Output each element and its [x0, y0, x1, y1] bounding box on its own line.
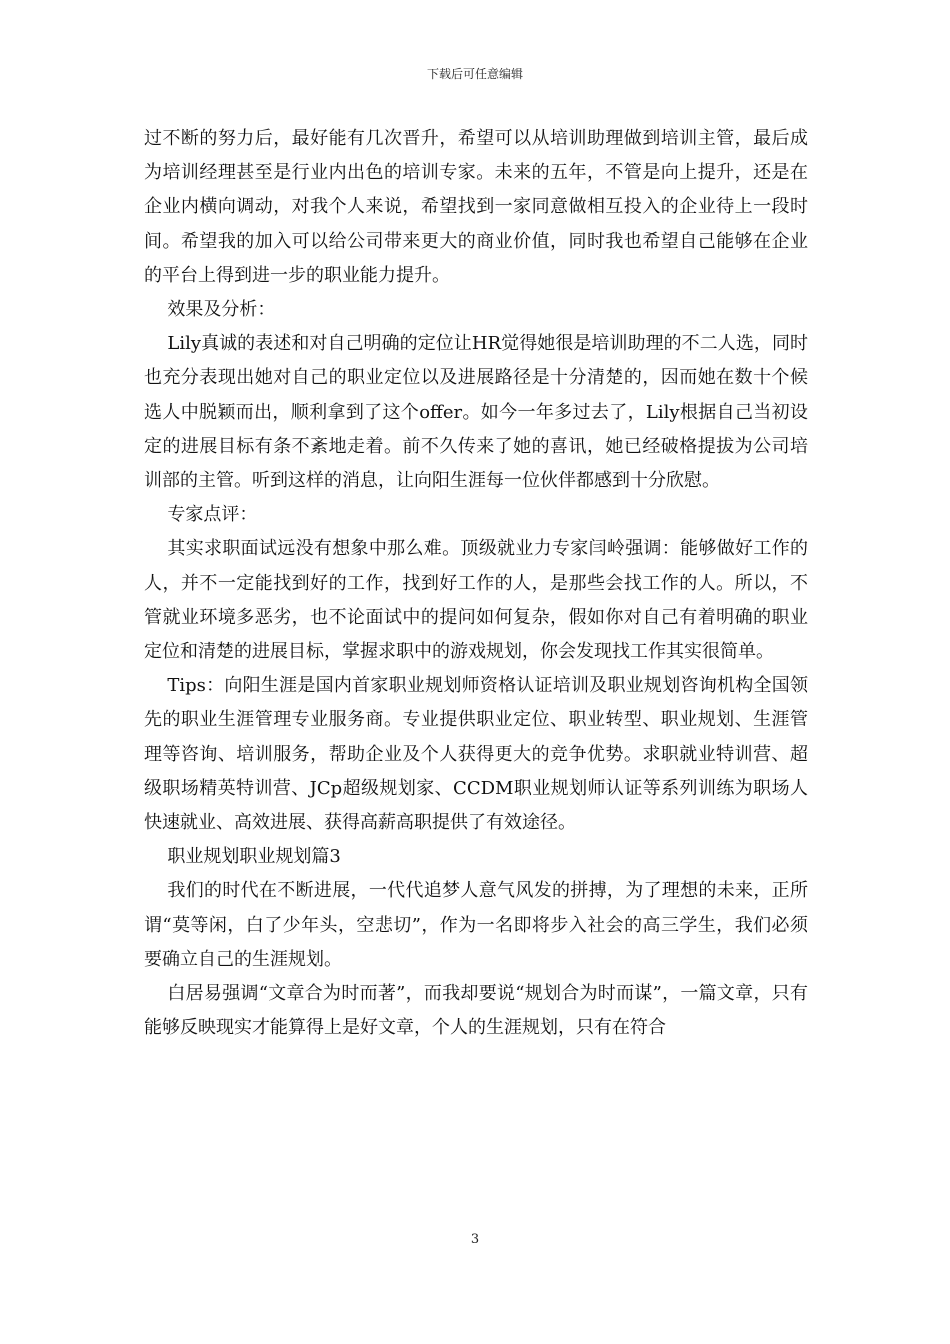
document-body [144, 122, 808, 1045]
paragraph-expert-review: 其实求职面试远没有想象中那么难。顶级就业力专家闫岭强调：能够做好工作的人，并不一定能找到好的工作，找到好工作的人，是那些会找工作的人。所以，不管就业环境多恶劣，也不论面试中的提问如何复杂，假如你对自己有着明确的职业定位和清楚的进展目标，掌握求职中的游戏规划，你会发现找工作其实很简单。 [144, 538, 808, 663]
paragraph-era-progress: 我们的时代在不断进展，一代代追梦人意气风发的拼搏，为了理想的未来，正所谓“莫等闲，白了少年头，空悲切”，作为一名即将步入社会的高三学生，我们必须要确立自己的生涯规划。 [144, 880, 808, 970]
page-header: 下载后可任意编辑 [426, 67, 523, 81]
paragraph-lily-analysis: Lily真诚的表述和对自己明确的定位让HR觉得她很是培训助理的不二人选，同时也充分表现出她对自己的职业定位以及进展路径是十分清楚的，因而她在数十个候选人中脱颖而出，顺利拿到了这个offer。如今一年多过去了，Lily根据自己当初设定的进展目标有条不紊地走着。前不久传来了她的喜讯，她已经破格提拔为公司培训部的主管。听到这样的消息，让向阳生涯每一位伙伴都感到十分欣慰。 [144, 333, 808, 492]
heading-section-3: 职业规划职业规划篇3 [167, 846, 341, 868]
heading-expert-review: 专家点评： [167, 504, 258, 526]
paragraph-tips: Tips：向阳生涯是国内首家职业规划师资格认证培训及职业规划咨询机构全国领先的职业生涯管理专业服务商。专业提供职业定位、职业转型、职业规划、生涯管理等咨询、培训服务，帮助企业及个人获得更大的竞争优势。求职就业特训营、超级职场精英特训营、JCp超级规划家、CCDM职业规划师认证等系列训练为职场人快速就业、高效进展、获得高薪高职提供了有效途径。 [144, 675, 808, 834]
heading-effect-analysis: 效果及分析： [167, 299, 276, 321]
paragraph-career-continuation: 过不断的努力后，最好能有几次晋升，希望可以从培训助理做到培训主管，最后成为培训经理甚至是行业内出色的培训专家。未来的五年，不管是向上提升，还是在企业内横向调动，对我个人来说，希望找到一家同意做相互投入的企业待上一段时间。希望我的加入可以给公司带来更大的商业价值，同时我也希望自己能够在企业的平台上得到进一步的职业能力提升。 [144, 128, 808, 286]
paragraph-bai-juyi: 白居易强调“文章合为时而著”，而我却要说“规划合为时而谋”，一篇文章，只有能够反映现实才能算得上是好文章，个人的生涯规划，只有在符合 [144, 983, 808, 1039]
page-number: 3 [470, 1232, 480, 1247]
